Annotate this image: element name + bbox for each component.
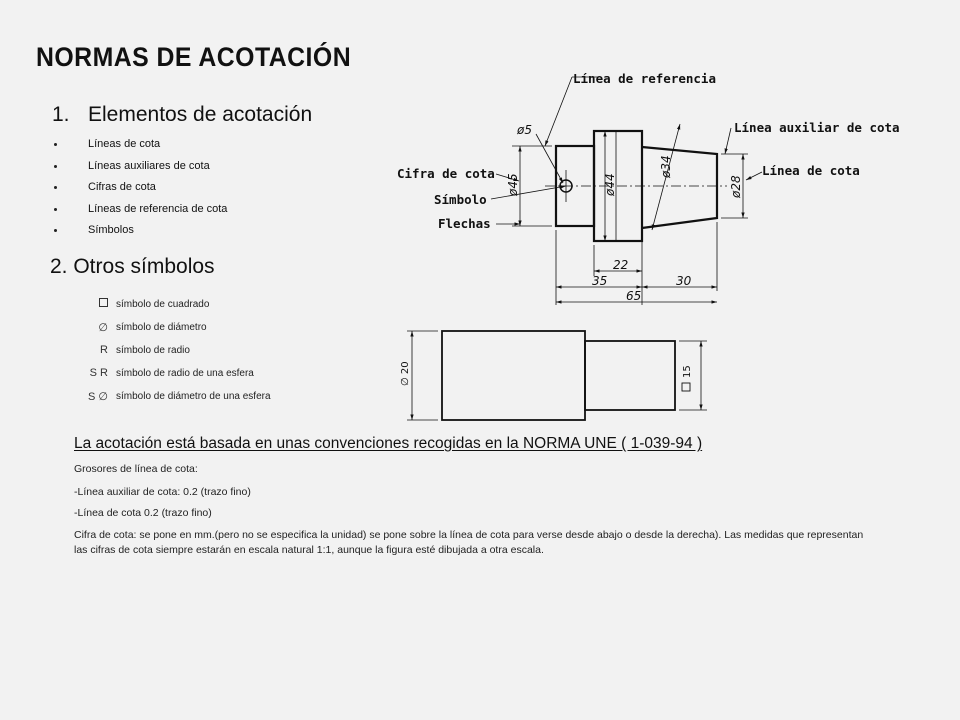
section-1-title: Elementos de acotación bbox=[88, 103, 313, 126]
label-reference-line: Línea de referencia bbox=[573, 71, 716, 86]
radius-glyph: R bbox=[100, 344, 108, 356]
dim-d20: ∅ 20 bbox=[400, 361, 411, 386]
symbol-label: símbolo de diámetro de una esfera bbox=[116, 391, 271, 402]
page-title: NORMAS DE ACOTACIÓN bbox=[36, 42, 352, 72]
cifra-paragraph: Cifra de cota: se pone en mm.(pero no se especifica la unidad) se pone sobre la línea de cota para verse desde abajo o desde la derecha). Las medidas que representan las cifras de cota siempre estarán en escala natural 1:1, aunque la figura esté dibujada a otra escala. bbox=[74, 529, 864, 556]
section-2-heading: 2. Otros símbolos bbox=[50, 255, 215, 278]
block-large bbox=[442, 331, 585, 420]
symbol-label: símbolo de radio bbox=[116, 345, 190, 356]
dim-30: 30 bbox=[676, 274, 692, 288]
diagram-2 bbox=[407, 331, 707, 420]
symbol-label: símbolo de cuadrado bbox=[116, 299, 210, 310]
list-item: Líneas auxiliares de cota bbox=[52, 156, 227, 178]
label-aux-line: Línea auxiliar de cota bbox=[734, 120, 900, 135]
label-arrows: Flechas bbox=[438, 216, 491, 231]
dim-d45: ø45 bbox=[506, 173, 520, 196]
dimline-leader bbox=[746, 172, 762, 180]
part-section-tapered bbox=[642, 147, 717, 228]
dim-65: 65 bbox=[626, 289, 642, 303]
dim-22: 22 bbox=[613, 258, 629, 272]
square-icon bbox=[682, 383, 690, 391]
sphere-diameter-glyph: S ∅ bbox=[88, 391, 108, 403]
dim-35: 35 bbox=[592, 274, 608, 288]
list-item: Cifras de cota bbox=[52, 177, 227, 199]
dim-d5: ø5 bbox=[517, 123, 532, 137]
section-1-number: 1. bbox=[52, 103, 70, 126]
d5-leader bbox=[536, 134, 563, 183]
grosores-heading: Grosores de línea de cota: bbox=[74, 463, 198, 475]
label-symbol: Símbolo bbox=[434, 192, 487, 207]
symbol-label: símbolo de radio de una esfera bbox=[116, 368, 254, 379]
dim-sq15: 15 bbox=[682, 365, 693, 378]
block-small bbox=[585, 341, 675, 410]
list-item: Símbolos bbox=[52, 220, 227, 242]
aux-leader bbox=[725, 128, 731, 154]
symbol-label: símbolo de diámetro bbox=[116, 322, 207, 333]
grosores-cota: -Línea de cota 0.2 (trazo fino) bbox=[74, 507, 212, 519]
sphere-radius-glyph: S R bbox=[89, 367, 108, 379]
list-item: Líneas de cota bbox=[52, 134, 227, 156]
symbol-leader bbox=[491, 186, 566, 199]
dim-d28: ø28 bbox=[729, 175, 743, 198]
reference-leader bbox=[545, 77, 572, 146]
dim-d44: ø44 bbox=[603, 173, 617, 196]
grosores-aux: -Línea auxiliar de cota: 0.2 (trazo fino) bbox=[74, 486, 251, 498]
diameter-icon: ∅ bbox=[98, 322, 108, 334]
norma-statement: La acotación está basada en unas convenciones recogidas en la NORMA UNE ( 1-039-94 ) bbox=[74, 435, 703, 452]
label-dim-line: Línea de cota bbox=[762, 163, 860, 178]
label-figure: Cifra de cota bbox=[397, 166, 495, 181]
dim-d34: ø34 bbox=[659, 155, 673, 178]
list-item: Líneas de referencia de cota bbox=[52, 199, 227, 221]
